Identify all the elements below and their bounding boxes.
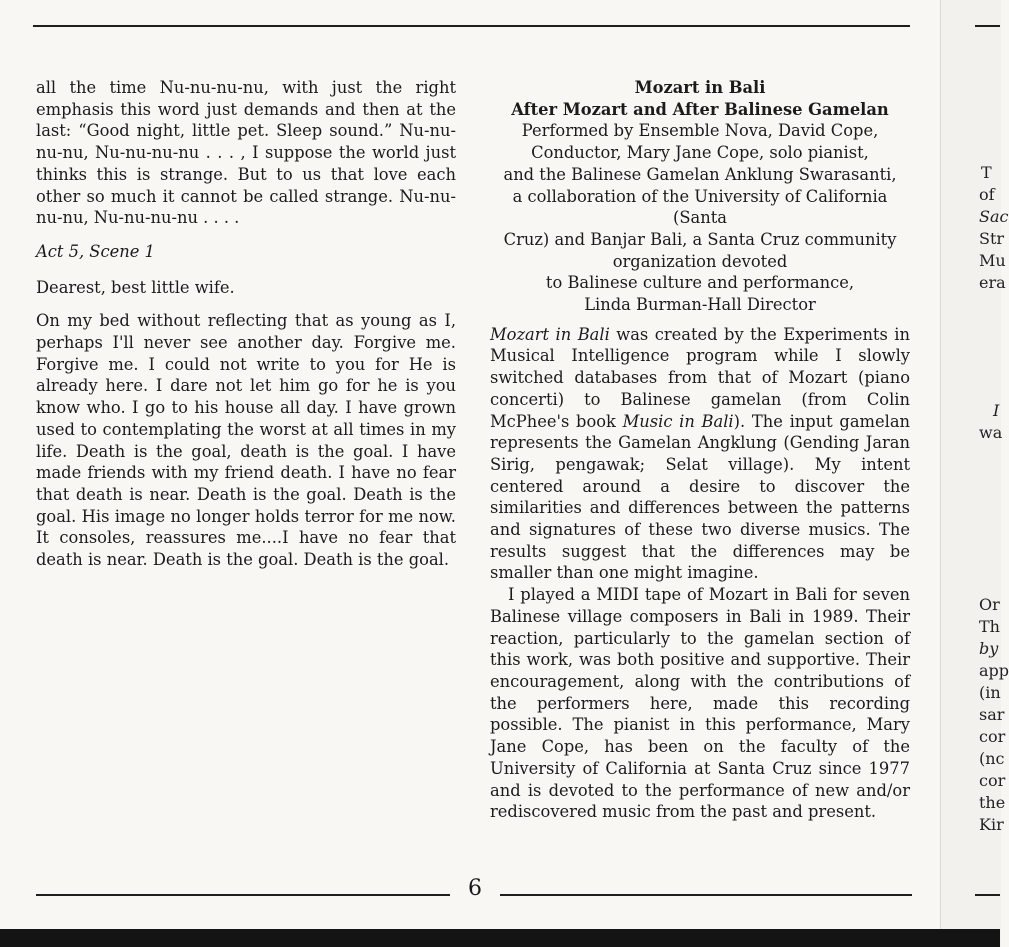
bottom-rule-right [500, 894, 912, 896]
edge-fragment: wa [979, 423, 1003, 442]
credit-line: Cruz) and Banjar Bali, a Santa Cruz community [503, 229, 897, 249]
edge-fragment: T [981, 163, 992, 182]
edge-fragment: (in [979, 683, 1001, 702]
edge-fragment: era [979, 273, 1006, 292]
bottom-rule-left [36, 894, 450, 896]
edge-fragment: cor [979, 727, 1006, 746]
edge-fragment: Sac [979, 207, 1009, 226]
edge-fragment: by [979, 639, 999, 658]
top-rule [33, 25, 910, 27]
edge-fragment: app [979, 661, 1009, 680]
credit-line: Performed by Ensemble Nova, David Cope, [521, 121, 879, 141]
work-title: Mozart in Bali [634, 78, 766, 97]
edge-fragment: Th [979, 617, 1000, 636]
edge-fragment: Str [979, 229, 1005, 248]
right-column [490, 77, 910, 823]
credit-line: organization devoted [612, 251, 788, 271]
edge-fragment: the [979, 793, 1006, 812]
credit-line: and the Balinese Gamelan Anklung Swarasanti, [503, 164, 897, 184]
work-credits-heading [490, 77, 910, 316]
edge-fragment: Kir [979, 815, 1004, 834]
program-note-paragraph-2: I played a MIDI tape of Mozart in Bali for seven Balinese village composers in Bali in 1989. Their reaction, particularly to the gamelan section of this work, was both positive and supportive. Their encouragement, along with the contributions of the performers here, made this recording possible. The pianist in this performance, Mary Jane Cope, has been on the faculty of the University of California at Santa Cruz since 1977 and is devoted to the performance of new and/or rediscovered music from the past and present. [490, 585, 910, 822]
work-subtitle: After Mozart and After Balinese Gamelan [511, 99, 889, 119]
book-title-italic: Music in Bali [622, 411, 734, 431]
letter-salutation: Dearest, best little wife. [36, 277, 235, 297]
opera-text-paragraph: all the time Nu-nu-nu-nu, with just the right emphasis this word just demands and then at the last: “Good night, little pet. Sleep sound.” Nu-nu-nu-nu, Nu-nu-nu-nu . . . , I suppose the world just thinks this is strange. But to us that love each other so much it cannot be called strange. Nu-nu-nu-nu, Nu-nu-nu-nu . . . . [36, 78, 456, 228]
credit-line: Conductor, Mary Jane Cope, solo pianist, [531, 143, 869, 163]
top-rule-adjacent [975, 25, 1000, 27]
work-title-italic: Mozart in Bali [490, 324, 610, 344]
edge-fragment: I [993, 401, 1000, 420]
credit-line: to Balinese culture and performance, [545, 273, 855, 293]
credit-line: a collaboration of the University of California (Santa [512, 186, 888, 228]
edge-fragment: Mu [979, 251, 1006, 270]
scene-heading: Act 5, Scene 1 [36, 241, 155, 261]
scan-border [0, 929, 1000, 947]
bottom-rule-adjacent [975, 894, 1000, 896]
edge-fragment: cor [979, 771, 1006, 790]
edge-fragment: of [979, 185, 995, 204]
edge-fragment: sar [979, 705, 1005, 724]
program-note-paragraph: Mozart in Bali was created by the Experiments in Musical Intelligence program while I slowly switched databases from that of Mozart (piano concerti) to Balinese gamelan (from Colin McPhee's book Music in Bali). The input gamelan represents the Gamelan Angklung (Gending Jaran Sirig, pengawak; Selat village). My intent centered around a desire to discover the similarities and differences between the patterns and signatures of these two diverse musics. The results suggest that the differences may be smaller than one might imagine. [490, 324, 911, 583]
letter-body-paragraph: On my bed without reflecting that as young as I, perhaps I'll never see another day. Forgive me. Forgive me. I could not write to you for He is already here. I dare not let him go for he is you know who. I go to his house all day. I have grown used to contemplating the worst at all times in my life. Death is the goal, death is the goal. I have made friends with my friend death. I have no fear that death is near. Death is the goal. Death is the goal. His image no longer holds terror for me now. It consoles, reassures me....I have no fear that death is near. Death is the goal. Death is the goal. [36, 311, 456, 570]
edge-fragment: Or [979, 595, 1000, 614]
adjacent-page-edge [940, 0, 1009, 947]
page-number: 6 [468, 876, 482, 901]
left-column [36, 77, 456, 571]
credit-line: Linda Burman-Hall Director [584, 295, 816, 315]
edge-fragment: (nc [979, 749, 1005, 768]
